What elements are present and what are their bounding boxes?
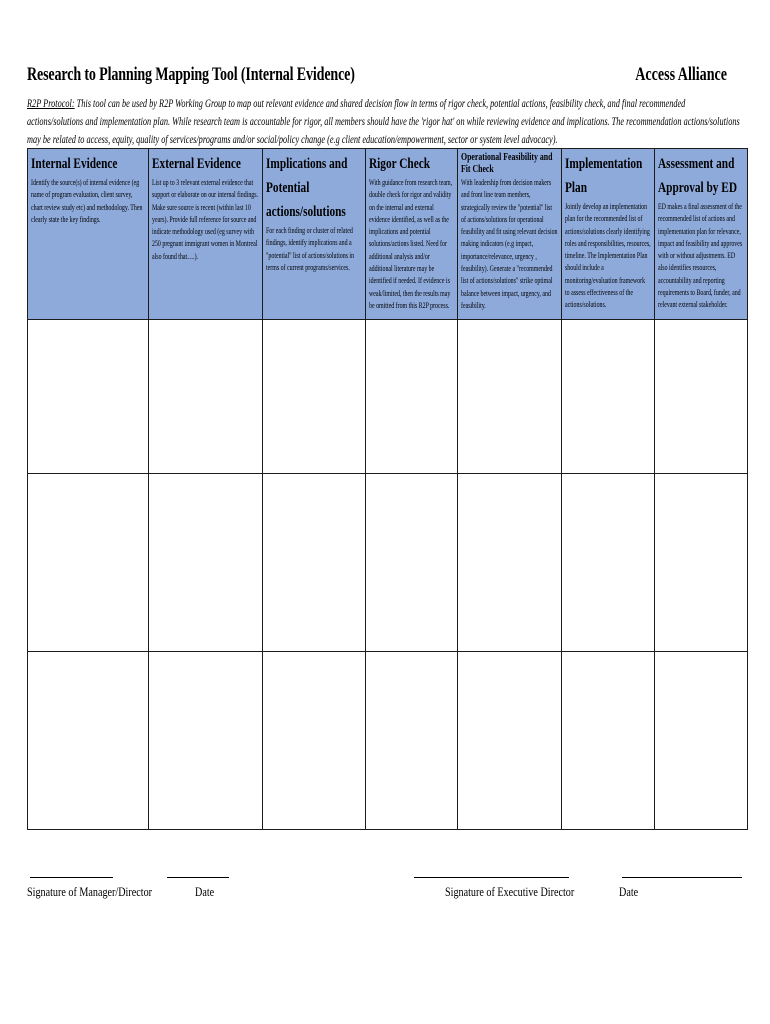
table-row xyxy=(28,320,748,474)
protocol-paragraph xyxy=(27,95,740,149)
column-header-internal-evidence xyxy=(28,149,149,320)
organization-name: Access Alliance xyxy=(635,64,727,85)
document-title: Research to Planning Mapping Tool (Internal Evidence) xyxy=(27,64,355,85)
column-title: Operational Feasibility and Fit Check xyxy=(461,152,553,175)
date-line-2[interactable] xyxy=(622,877,742,878)
column-description: ED makes a final assessment of the recommended list of actions and implementation plan for relevance, impact and feasibility and approves with or without adjustments. ED also identifies resources, accountability and reporting requirements to Board, funder, and relevant external stakeholder. xyxy=(658,202,743,310)
column-header-operational-feasibility xyxy=(458,149,562,320)
column-header-rigor-check xyxy=(366,149,458,320)
table-cell[interactable] xyxy=(263,474,366,652)
date-label-2: Date xyxy=(619,884,639,899)
column-description: List up to 3 relevant external evidence that support or elaborate on our internal findings. Make sure source is recent (within last 10 years). Provide full reference for source and indicate methodology used (eg survey with 250 pregnant immigrant women in Montreal also found that….). xyxy=(152,178,259,261)
date-label-1: Date xyxy=(195,884,215,899)
manager-signature-label: Signature of Manager/Director xyxy=(27,884,153,899)
column-title: Rigor Check xyxy=(369,156,431,172)
column-title: Internal Evidence xyxy=(31,156,118,172)
table-cell[interactable] xyxy=(655,474,748,652)
table-cell[interactable] xyxy=(149,474,263,652)
table-cell[interactable] xyxy=(263,652,366,830)
table-cell[interactable] xyxy=(458,474,562,652)
table-cell[interactable] xyxy=(149,652,263,830)
table-cell[interactable] xyxy=(263,320,366,474)
table-cell[interactable] xyxy=(562,474,655,652)
table-cell[interactable] xyxy=(458,320,562,474)
table-cell[interactable] xyxy=(366,474,458,652)
column-description: For each finding or cluster of related findings, identify implications and a "potential" list of actions/solutions in terms of current programs/services. xyxy=(266,226,355,272)
table-cell[interactable] xyxy=(655,320,748,474)
table-cell[interactable] xyxy=(28,474,149,652)
protocol-text: This tool can be used by R2P Working Group to map out relevant evidence and shared decision flow in terms of rigor check, potential actions, feasibility check, and final recommended actions/solutions and implementation plan. While research team is accountable for rigor, all members should have the 'rigor hat' on while reviewing evidence and implications. The recommendation actions/solutions may be related to access, equity, quality of services/programs and/or social/policy change (e.g client education/empowerment, sector or system level advocacy). xyxy=(27,98,740,146)
table-cell[interactable] xyxy=(149,320,263,474)
column-description: Jointly develop an implementation plan for the recommended list of actions/solutions clearly identifying roles and responsibilities, resources, timeline. The Implementation Plan should include a monitoring/evaluation framework to assess effectiveness of the actions/solutions. xyxy=(565,202,651,310)
table-cell[interactable] xyxy=(366,320,458,474)
table-cell[interactable] xyxy=(366,652,458,830)
column-description: With guidance from research team, double check for rigor and validity on the internal and external evidence identified, as well as the implications and potential solutions/actions listed. Need for additional analysis and/or additional literature may be identified if needed. If evidence is weak/limited, then the results may be omitted from this R2P process. xyxy=(369,178,453,310)
column-title: Implications and Potential actions/solutions xyxy=(266,156,348,220)
column-header-assessment-approval xyxy=(655,149,748,320)
column-description: With leadership from decision makers and front line team members, strategically review the "potential" list of actions/solutions for operational feasibility and fit using relevant decision making indicators (e.g impact, importance/relevance, urgency , feasibility). Generate a "recommended list of actions/solutions" strike optimal balance between impact, urgency, and feasibility. xyxy=(461,178,558,310)
table-row xyxy=(28,474,748,652)
column-title: Assessment and Approval by ED xyxy=(658,156,737,196)
column-description: Identify the source(s) of internal evidence (eg name of program evaluation, client survey, chart review study etc) and methodology. Then clearly state the key findings. xyxy=(31,178,143,224)
column-header-implementation-plan xyxy=(562,149,655,320)
protocol-label: R2P Protocol: xyxy=(27,98,75,110)
date-line-1[interactable] xyxy=(167,877,229,878)
table-cell[interactable] xyxy=(655,652,748,830)
manager-signature-line[interactable] xyxy=(30,877,113,878)
table-cell[interactable] xyxy=(28,320,149,474)
mapping-table xyxy=(27,148,748,830)
executive-signature-label: Signature of Executive Director xyxy=(445,884,575,899)
table-row xyxy=(28,652,748,830)
executive-signature-line[interactable] xyxy=(414,877,569,878)
table-cell[interactable] xyxy=(28,652,149,830)
table-cell[interactable] xyxy=(562,320,655,474)
column-header-external-evidence xyxy=(149,149,263,320)
table-cell[interactable] xyxy=(562,652,655,830)
table-cell[interactable] xyxy=(458,652,562,830)
column-title: External Evidence xyxy=(152,156,241,172)
header-row xyxy=(28,149,748,320)
column-title: Implementation Plan xyxy=(565,156,643,196)
column-header-implications xyxy=(263,149,366,320)
